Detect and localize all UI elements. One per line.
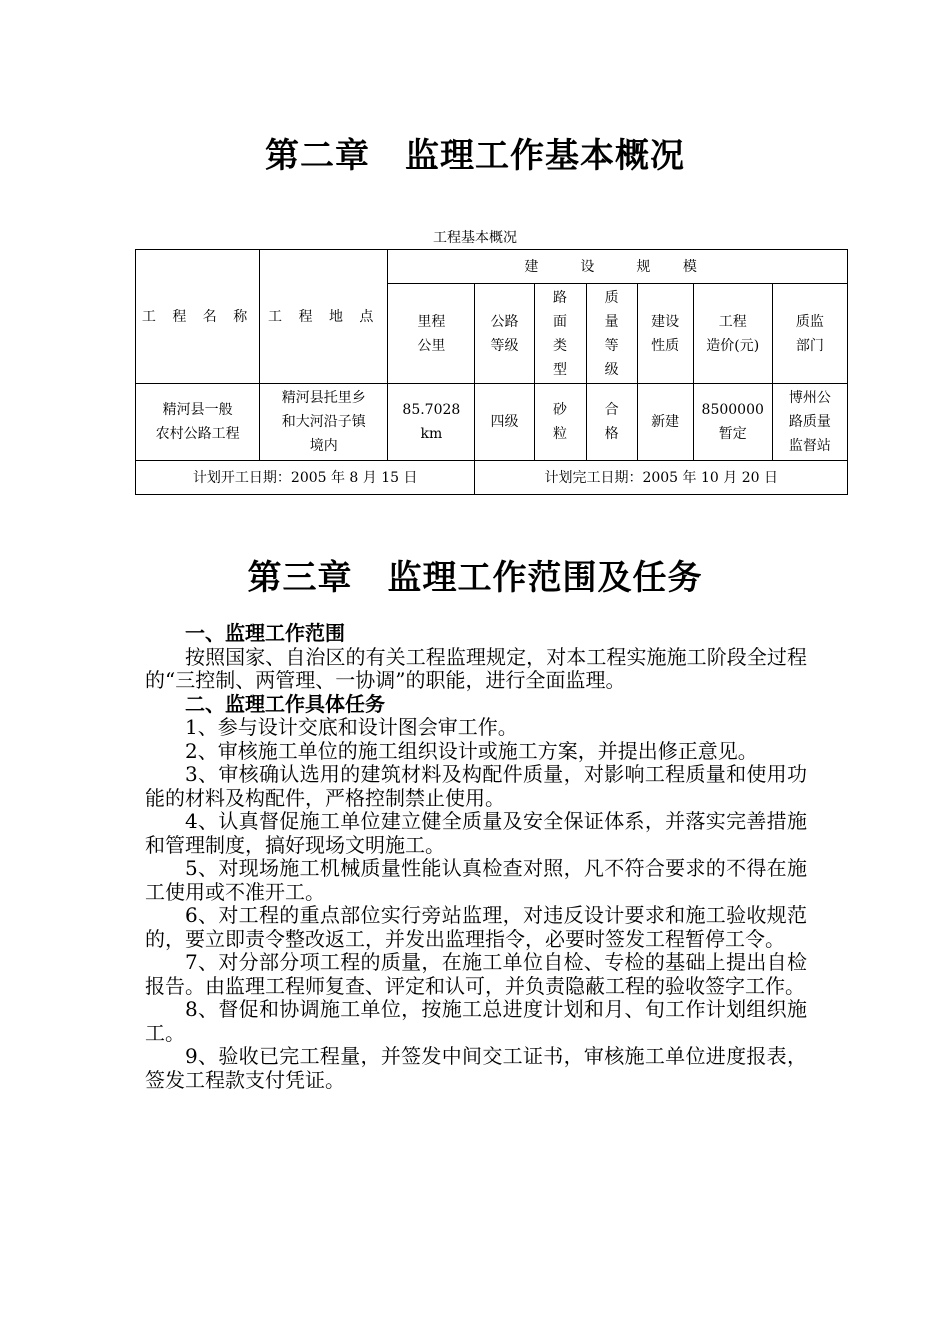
header-quality-grade-line: 量 (604, 313, 619, 330)
task-item: 3、审核确认选用的建筑材料及构配件质量，对影响工程质量和使用功能的材料及构配件，严格控制禁止使用。 (145, 762, 807, 810)
cell-project-cost-line: 暂定 (718, 426, 747, 442)
cell-project-cost (693, 384, 772, 461)
cell-quality-grade (586, 384, 637, 461)
cell-project-name (136, 384, 260, 461)
cell-quality-grade-line: 格 (604, 426, 619, 442)
section-1-heading: 一、监理工作范围 (185, 621, 345, 645)
header-construction-nature (637, 284, 693, 384)
cell-project-location-line: 境内 (309, 438, 338, 454)
cell-mileage-line: 85.7028 (402, 402, 461, 418)
cell-surface-type-line: 砂 (553, 402, 568, 418)
table-caption: 工程基本概况 (433, 230, 517, 246)
cell-quality-supervision-line: 路质量 (788, 414, 831, 430)
cell-road-grade: 四级 (475, 384, 534, 461)
header-construction-scale (388, 250, 848, 284)
header-project-location: 工 程 地 点 (260, 250, 388, 384)
header-road-grade-line: 公路 (490, 313, 519, 330)
header-mileage (388, 284, 475, 384)
cell-project-location (260, 384, 388, 461)
task-item: 5、对现场施工机械质量性能认真检查对照，凡不符合要求的不得在施工使用或不准开工。 (145, 856, 807, 904)
header-mileage-line: 公里 (417, 337, 446, 354)
header-project-cost-line: 工程 (718, 313, 747, 330)
header-project-cost-line: 造价(元) (706, 337, 760, 354)
task-item: 7、对分部分项工程的质量，在施工单位自检、专检的基础上提出自检报告。由监理工程师复查、评定和认可，并负责隐蔽工程的验收签字工作。 (145, 950, 807, 998)
cell-quality-supervision (772, 384, 847, 461)
cell-construction-nature: 新建 (637, 384, 693, 461)
cell-quality-supervision-line: 博州公 (788, 390, 831, 406)
header-road-grade-line: 等级 (490, 337, 519, 354)
task-item: 4、认真督促施工单位建立健全质量及安全保证体系，并落实完善措施和管理制度，搞好现场文明施工。 (145, 809, 807, 857)
chapter-3-title: 第三章 监理工作范围及任务 (247, 558, 703, 598)
header-quality-supervision (772, 284, 847, 384)
task-item: 1、参与设计交底和设计图会审工作。 (185, 715, 518, 739)
header-surface-type-line: 型 (553, 361, 568, 378)
chapter-3-body (145, 622, 807, 1092)
cell-quality-grade-line: 合 (604, 402, 619, 418)
header-construction-scale-label: 建 设 规 模 (524, 258, 711, 275)
cell-project-name-line: 农村公路工程 (155, 426, 240, 442)
header-surface-type-line: 路 (553, 289, 568, 306)
header-quality-grade-line: 质 (604, 289, 619, 306)
header-quality-grade-line: 等 (604, 337, 619, 354)
task-item: 2、审核施工单位的施工组织设计或施工方案，并提出修正意见。 (185, 738, 758, 763)
header-construction-nature-line: 建设 (651, 313, 680, 330)
cell-project-cost-line: 8500000 (701, 402, 764, 418)
project-overview-table (135, 249, 848, 495)
header-surface-type-line: 类 (553, 337, 568, 354)
cell-mileage-line: km (420, 426, 443, 442)
header-project-cost (693, 284, 772, 384)
header-surface-type-line: 面 (553, 313, 568, 330)
section-2-heading: 二、监理工作具体任务 (185, 691, 385, 716)
header-quality-supervision-line: 部门 (795, 337, 824, 354)
cell-project-name-line: 精河县一般 (162, 402, 233, 418)
header-surface-type (534, 284, 586, 384)
header-mileage-line: 里程 (417, 313, 446, 330)
task-item: 8、督促和协调施工单位，按施工总进度计划和月、旬工作计划组织施工。 (145, 997, 807, 1045)
cell-project-location-line: 精河县托里乡 (281, 390, 366, 406)
header-project-name: 工 程 名 称 (136, 250, 260, 384)
planned-end-date: 计划完工日期：2005 年 10 月 20 日 (475, 461, 848, 495)
cell-mileage (388, 384, 475, 461)
header-quality-grade (586, 284, 637, 384)
task-item: 9、验收已完工程量，并签发中间交工证书，审核施工单位进度报表，签发工程款支付凭证。 (145, 1044, 807, 1092)
cell-project-location-line: 和大河沿子镇 (281, 414, 366, 430)
chapter-2-title: 第二章 监理工作基本概况 (265, 136, 685, 176)
section-1-paragraph: 按照国家、自治区的有关工程监理规定，对本工程实施施工阶段全过程的“三控制、两管理、一协调”的职能，进行全面监理。 (145, 644, 807, 692)
cell-quality-supervision-line: 监督站 (788, 438, 831, 454)
header-quality-supervision-line: 质监 (795, 313, 824, 330)
cell-surface-type (534, 384, 586, 461)
header-construction-nature-line: 性质 (651, 337, 680, 354)
cell-surface-type-line: 粒 (553, 426, 568, 442)
header-road-grade (475, 284, 534, 384)
planned-start-date: 计划开工日期：2005 年 8 月 15 日 (136, 461, 475, 495)
header-quality-grade-line: 级 (604, 361, 619, 378)
task-item: 6、对工程的重点部位实行旁站监理，对违反设计要求和施工验收规范的，要立即责令整改返工，并发出监理指令，必要时签发工程暂停工令。 (145, 903, 807, 951)
